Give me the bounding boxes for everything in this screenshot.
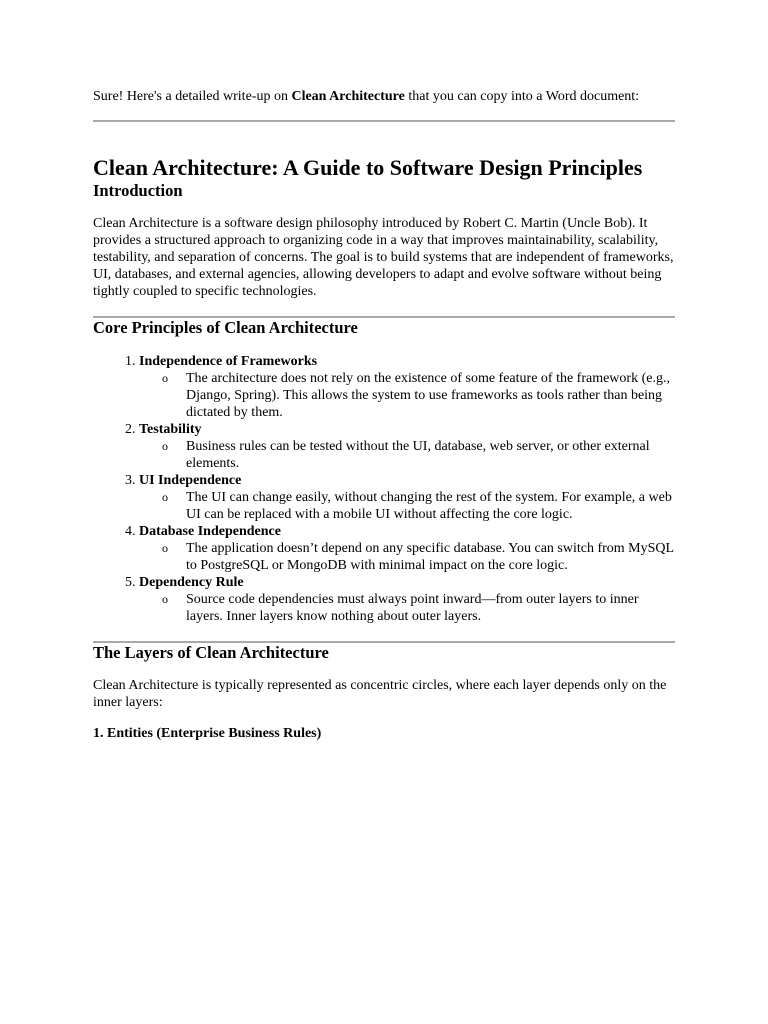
principle-title: Database Independence [139, 524, 281, 539]
principle-title: Independence of Frameworks [139, 354, 318, 369]
principle-detail: Source code dependencies must always point inward—from outer layers to inner layers. Inner layers know nothing about outer layers. [186, 592, 639, 624]
list-item [139, 353, 675, 421]
document-page [93, 88, 675, 742]
sub-list [139, 370, 675, 421]
list-item [139, 523, 675, 574]
principle-detail: The application doesn’t depend on any specific database. You can switch from MySQL to PostgreSQL or MongoDB with minimal impact on the core logic. [186, 541, 674, 573]
principle-detail: The UI can change easily, without changing the rest of the system. For example, a web UI can be replaced with a mobile UI without affecting the core logic. [186, 490, 672, 522]
introduction-heading: Introduction [93, 181, 183, 200]
sub-list-item [162, 370, 675, 421]
principles-list [93, 353, 675, 625]
list-item [139, 472, 675, 523]
sub-list-item [162, 489, 675, 523]
layers-body: Clean Architecture is typically represented as concentric circles, where each layer depends only on the inner layers: [93, 678, 667, 710]
circle-bullet-icon: o [162, 592, 168, 606]
intro-suffix: that you can copy into a Word document: [404, 89, 640, 104]
intro-prefix: Sure! Here's a detailed write-up on [93, 89, 292, 104]
divider [93, 120, 675, 122]
circle-bullet-icon: o [162, 371, 168, 385]
circle-bullet-icon: o [162, 490, 168, 504]
principle-detail: Business rules can be tested without the UI, database, web server, or other external elements. [186, 439, 650, 471]
sub-list-item [162, 540, 675, 574]
layers-heading: The Layers of Clean Architecture [93, 643, 329, 662]
list-item [139, 421, 675, 472]
document-title: Clean Architecture: A Guide to Software Design Principles [93, 155, 643, 180]
sub-list [139, 438, 675, 472]
circle-bullet-icon: o [162, 439, 168, 453]
sub-list-item [162, 438, 675, 472]
sub-list [139, 540, 675, 574]
circle-bullet-icon: o [162, 541, 168, 555]
sub-list [139, 489, 675, 523]
principle-title: Testability [139, 422, 202, 437]
entities-subheading: 1. Entities (Enterprise Business Rules) [93, 726, 322, 741]
intro-bold: Clean Architecture [291, 89, 405, 104]
principle-title: UI Independence [139, 473, 242, 488]
introduction-body: Clean Architecture is a software design philosophy introduced by Robert C. Martin (Uncle Bob). It provides a structured approach to organizing code in a way that improves maintainability, scalability, testability, and separation of concerns. The goal is to build systems that are independent of frameworks, UI, databases, and external agencies, allowing developers to adapt and evolve software without being tightly coupled to specific technologies. [93, 216, 674, 299]
sub-list [139, 591, 675, 625]
list-item [139, 574, 675, 625]
intro-paragraph [93, 88, 675, 105]
sub-list-item [162, 591, 675, 625]
principle-detail: The architecture does not rely on the existence of some feature of the framework (e.g., Django, Spring). This allows the system to use frameworks as tools rather than being dictated by them. [186, 371, 670, 420]
principle-title: Dependency Rule [139, 575, 244, 590]
core-principles-heading: Core Principles of Clean Architecture [93, 318, 358, 337]
